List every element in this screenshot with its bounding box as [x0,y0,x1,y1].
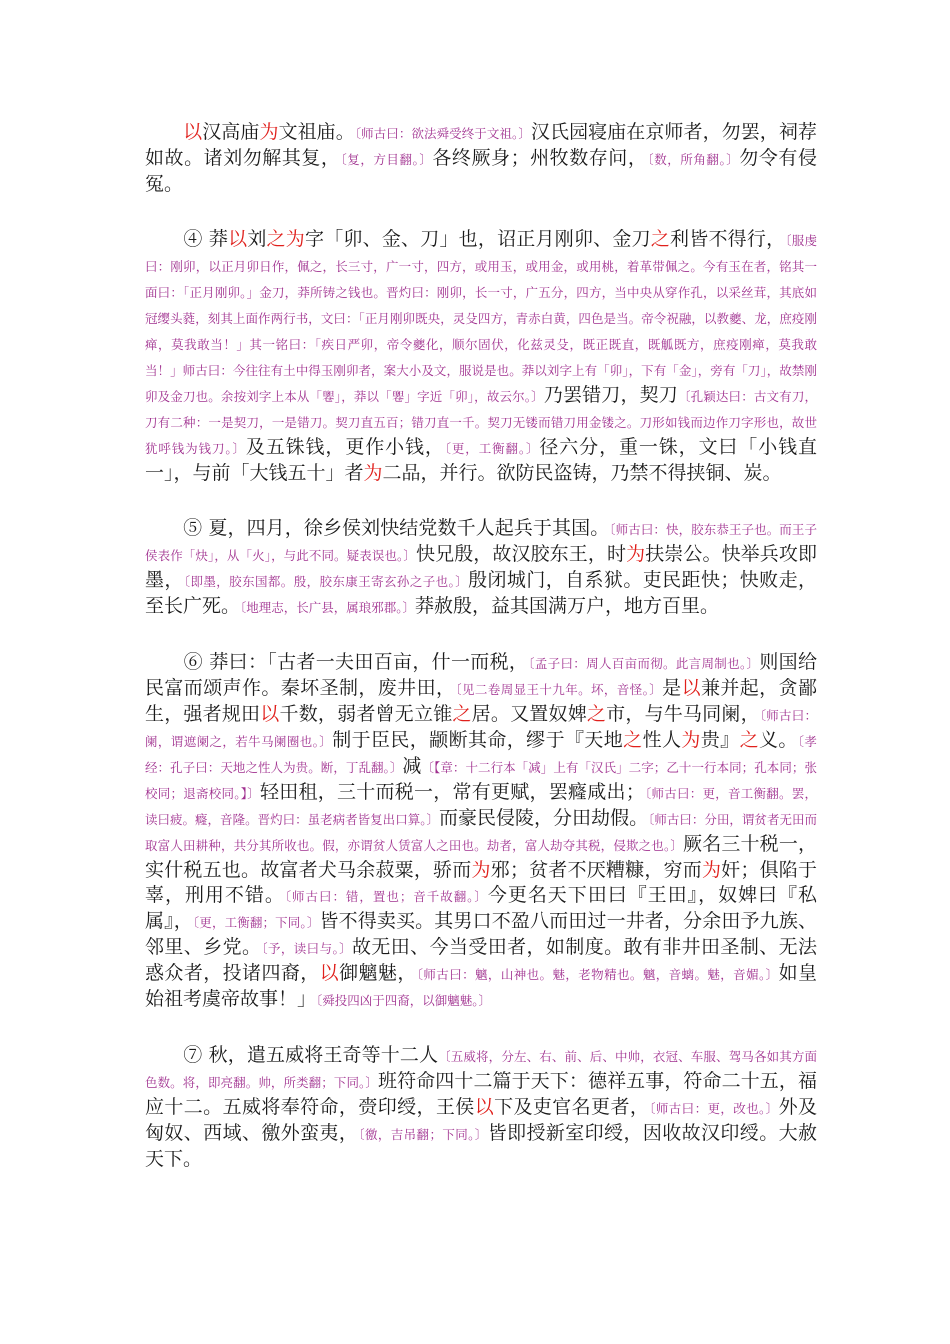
body-text: 径六分，重一铢，文曰「小钱直一」，与前「大钱五十」者 [145,436,817,484]
body-text: 字「卯、金、刀」也，诏正月刚卯、金刀 [304,228,651,250]
annotation-note: 〔师古曰：阑，谓遮阑之，若牛马阑圈也。〕 [145,708,817,749]
body-text: 厥名三十税一，实什税五也。故富者犬马余菽粟，骄而 [145,833,817,881]
document-page [145,120,817,1202]
annotation-note: 〔师古曰：分田，谓贫者无田而取富人田耕种，共分其所收也。假，亦谓贫人赁富人之田也。劫者，富人劫夺其税，侵欺之也。〕 [145,812,817,853]
highlight-char: 之 [452,703,472,725]
annotation-note: 〔孔颖达曰：古文有刀，刀有二种：一是契刀，一是错刀。契刀直五百；错刀直一千。契刀无镂而错刀用金镂之。刀形如钱而边作刀字形也，故世犹呼钱为钱刀。〕 [145,389,817,456]
body-text: 刘 [247,228,267,250]
paragraph-2 [145,227,817,486]
annotation-note: 〔即墨，胶东国都。殷，胶东康王寄玄孙之子也。〕 [183,574,469,589]
annotation-note: 〔孟子曰：周人百亩而彻。此言周制也。〕 [528,656,760,671]
body-text: 快兄殷，故汉胶东王，时 [416,543,627,565]
body-text: 如皇始祖考虞帝故事！」 [145,962,817,1010]
body-text: 莽赦殷，益其国满万户，地方百里。 [415,595,720,617]
highlight-char: 以 [319,962,340,984]
body-text: 殷闭城门，自系狱。吏民距快；快败走，至长广死。 [145,569,817,617]
annotation-note: 〔更，工衡翻。〕 [444,441,540,456]
highlight-char: 为 [363,462,383,484]
body-text: 故无田、今当受田者，如制度。敢有非井田圣制、无法惑众者，投诸四裔， [145,936,817,984]
body-text: 性人 [642,729,682,751]
annotation-note: 〔更，工衡翻；下同。〕 [192,915,320,930]
annotation-note: 〔予，读曰与。〕 [261,941,352,956]
highlight-char: 以 [183,121,203,143]
annotation-note: 〔舜投四凶于四裔，以御魑魅。〕 [316,993,492,1008]
annotation-note: 〔地理志，长广县，属琅邪郡。〕 [240,600,416,615]
highlight-char: 之为 [266,228,305,250]
annotation-note: 〔复，方目翻。〕 [340,152,433,167]
highlight-char: 以 [260,703,280,725]
highlight-char: 为 [701,859,722,881]
highlight-char: 为 [626,543,646,565]
body-text: 轻田租，三十而税一，常有更赋，罢癃咸出； [260,781,645,803]
highlight-char: 为 [471,859,491,881]
highlight-char: 以 [228,228,248,250]
body-text: 义。 [758,729,798,751]
body-text: 兼并起，贪鄙生，强者规田 [145,677,817,725]
body-text: 班符命四十二篇于天下：德祥五事，符命二十五，福应十二。五威将奉符命，赍印绶，王侯 [145,1070,817,1118]
body-text: 外及匈奴、西域、徼外蛮夷， [145,1096,817,1144]
annotation-note: 〔数，所角翻。〕 [647,152,740,167]
annotation-note: 〔见二卷周显王十九年。坏，音怪。〕 [455,682,663,697]
paragraph-3 [145,516,817,620]
highlight-char: 为 [681,729,701,751]
body-text: 汉氏园寝庙在京师者，勿罢，祠荐如故。诸刘勿解其复， [145,121,817,169]
body-text: 利皆不得行， [670,228,786,250]
body-text: 则国给民富而颂声作。秦坏圣制，废井田， [145,651,817,699]
highlight-char: 之 [586,703,607,725]
body-text: 皆即授新室印绶，因收故汉印绶。大赦天下。 [145,1122,817,1170]
body-text: 二品，并行。欲防民盗铸，乃禁不得挟铜、炭。 [382,462,782,484]
annotation-note: 〔【章：十二行本「减」上有「汉氏」二字；乙十一行本同；孔本同；张校同；退斋校同。】〕 [145,760,817,801]
body-text: ⑤ 夏，四月，徐乡侯刘快结党数千人起兵于其国。 [145,517,610,539]
body-text: 而豪民侵陵，分田劫假。 [438,807,649,829]
highlight-char: 为 [259,121,279,143]
annotation-note: 〔五威将，分左、右、前、后、中帅，衣冠、车服、驾马各如其方面色数。将，即亮翻。帅，所类翻；下同。〕 [145,1049,817,1090]
body-text: 贵』 [700,729,740,751]
annotation-note: 〔师古曰：错，置也；音千故翻。〕 [284,889,488,904]
highlight-char: 之 [623,729,643,751]
annotation-note: 〔师古曰：魑，山神也。魅，老物精也。魑，音螭。魅，音媚。〕 [416,967,779,982]
annotation-note: 〔孝经：孔子曰：天地之性人为贵。断，丁乱翻。〕 [145,734,817,775]
body-text: 及五铢钱，更作小钱， [245,436,445,458]
paragraph-5 [145,1043,817,1172]
body-text: 皆不得卖买。其男口不盈八而田过一井者，分余田予九族、邻里、乡党。 [145,910,817,958]
annotation-note: 〔徼，吉吊翻；下同。〕 [358,1127,488,1142]
body-text: 御魑魅， [339,962,417,984]
annotation-note: 〔师古曰：更，音工衡翻。罢，读曰疲。癃，音隆。晋灼曰：虽老病者皆复出口算。〕 [145,786,817,827]
body-text: 文祖庙。 [278,121,355,143]
annotation-note: 〔师古曰：快，胶东恭王子也。而王子侯表作「炔」，从「火」，与此不同。疑表误也。〕 [145,522,817,563]
body-text: 是 [662,677,682,699]
body-text: 今更名天下田曰『王田』，奴婢曰『私属』， [145,884,817,932]
body-text: ⑥ 莽曰：「古者一夫田百亩，什一而税， [145,651,529,673]
body-text: 奸；俱陷于辜，刑用不错。 [145,859,817,906]
highlight-char: 之 [650,228,671,250]
body-text: 下及吏官名更者， [494,1096,650,1118]
body-text: 汉高庙 [202,121,260,143]
annotation-note: 〔师古曰：欲法舜受终于文祖。〕 [354,126,531,141]
body-text [145,121,183,143]
highlight-char: 之 [739,729,759,751]
body-text: ⑦ 秋，遣五威将王奇等十二人 [145,1044,439,1066]
paragraph-4 [145,650,817,1013]
highlight-char: 以 [474,1096,495,1118]
body-text: ④ 莽 [145,228,229,250]
body-text: 千数，弱者曾无立锥 [279,703,453,725]
body-text: 各终厥身；州牧数存问， [432,147,648,169]
annotation-note: 〔服虔曰：刚卯，以正月卯日作，佩之，长三寸，广一寸，四方，或用玉，或用金，或用桃，着革带佩之。今有玉在者，铭其一面曰：「正月刚卯。」金刀，莽所铸之钱也。晋灼曰：刚卯，长一寸，广五分，四方，当中央从穿作孔，以采丝茸，其底如冠缨头蕤，刻其上面作两行书，文曰：「正月刚卯既央，灵殳四方，青赤白黄，四色是当。帝令祝融，以教夔、龙，庶疫刚瘅，莫我敢当！」其一铭曰：「疾日严卯，帝令夔化，顺尔固伏，化兹灵殳，既正既直，既觚既方，庶疫刚瘅，莫我敢当！」师古曰：今往往有土中得玉刚卯者，案大小及文，服说是也。莽以刘字上有「卯」，下有「金」，旁有「刀」，故禁刚卯及金刀也。余按刘字上本从「𠨧」，莽以「𠨧」字近「卯」，故云尔。〕 [145,233,817,404]
annotation-note: 〔师古曰：更，改也。〕 [649,1101,779,1116]
body-text: 乃罢错刀，契刀 [543,384,678,406]
highlight-char: 以 [681,677,701,699]
body-text: 邪；贫者不厌糟糠，穷而 [490,859,702,881]
body-text: 扶崇公。快举兵攻即墨， [145,543,817,591]
body-text: 居。又置奴婢 [471,703,587,725]
body-text: 减 [402,755,422,777]
body-text: 勿令有侵冤。 [145,147,817,195]
paragraph-1 [145,120,817,197]
body-text: 制于臣民，颛断其命，缪于『天地 [332,729,624,751]
body-text: 市，与牛马同阑， [606,703,760,725]
